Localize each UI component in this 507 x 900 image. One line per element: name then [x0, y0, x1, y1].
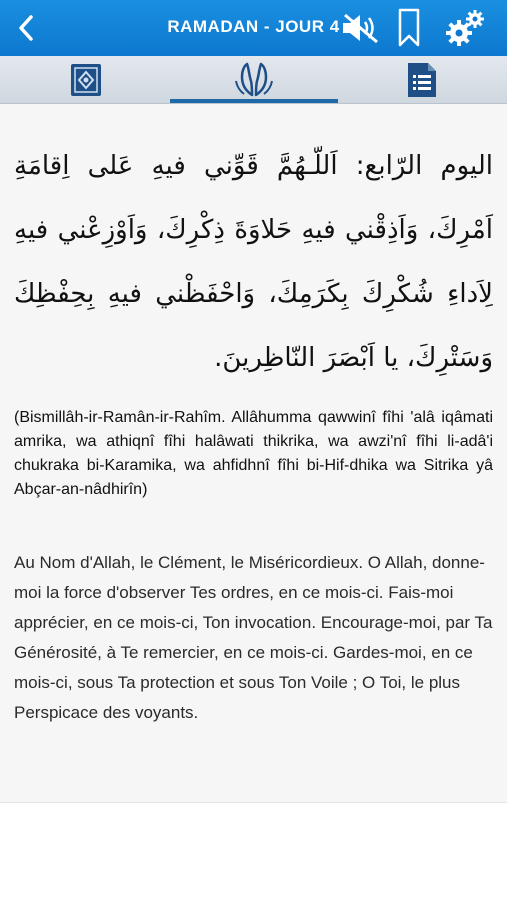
document-icon: [405, 61, 439, 99]
praying-hands-icon: [232, 61, 276, 99]
tab-bar: [0, 56, 507, 104]
page-title: RAMADAN - JOUR 4: [167, 17, 340, 36]
quran-book-icon: [69, 62, 103, 98]
top-navigation-bar: [0, 0, 507, 56]
sound-off-icon: [339, 11, 383, 45]
tab-quran[interactable]: [26, 56, 146, 103]
tab-dua[interactable]: [194, 56, 314, 103]
settings-button[interactable]: [438, 0, 492, 56]
bookmark-button[interactable]: [392, 0, 426, 56]
sound-toggle-button[interactable]: [336, 0, 386, 56]
dua-transliteration: (Bismillâh-ir-Ramân-ir-Rahîm. Allâhumma qawwinî fîhi 'alâ iqâmati amrika, wa athiqnî fîhi halâwati thikrika, wa awzi'nî fîhi li-adâ'i chukraka bi-Karamika, wa ahfidhnî fîhi bi-Hif-dhika wa Sitrika yâ Abçar-an-nâdhirîn): [14, 409, 493, 498]
active-tab-indicator: [170, 99, 338, 103]
tab-text[interactable]: [362, 56, 482, 103]
dua-arabic-text: اليوم الرّابع: اَللّـهُمَّ قَوِّني فيهِ عَلى اِقامَةِ اَمْرِكَ، وَاَذِقْني فيهِ حَلاوَةَ ذِكْرِكَ، وَاَوْزِعْني فيهِ لِاَداءِ شُكْرِكَ بِكَرَمِكَ، وَاحْفَظْني فيهِ بِحِفْظِكَ وَسَتْرِكَ، يا اَبْصَرَ النّاظِرينَ.: [14, 151, 493, 373]
dua-translation: Au Nom d'Allah, le Clément, le Miséricordieux. O Allah, donne-moi la force d'observer Tes ordres, en ce mois-ci. Fais-moi apprécier, en ce mois-ci, Ton invocation. Encourage-moi, par Ta Générosité, à Te remercier, en ce mois-ci. Gardes-moi, en ce mois-ci, sous Ta protection et sous Ton Voile ; O Toi, le plus Perspicace des voyants.: [14, 553, 493, 722]
gear-icon: [443, 7, 487, 49]
bookmark-icon: [398, 8, 420, 48]
dua-content: [0, 104, 507, 803]
